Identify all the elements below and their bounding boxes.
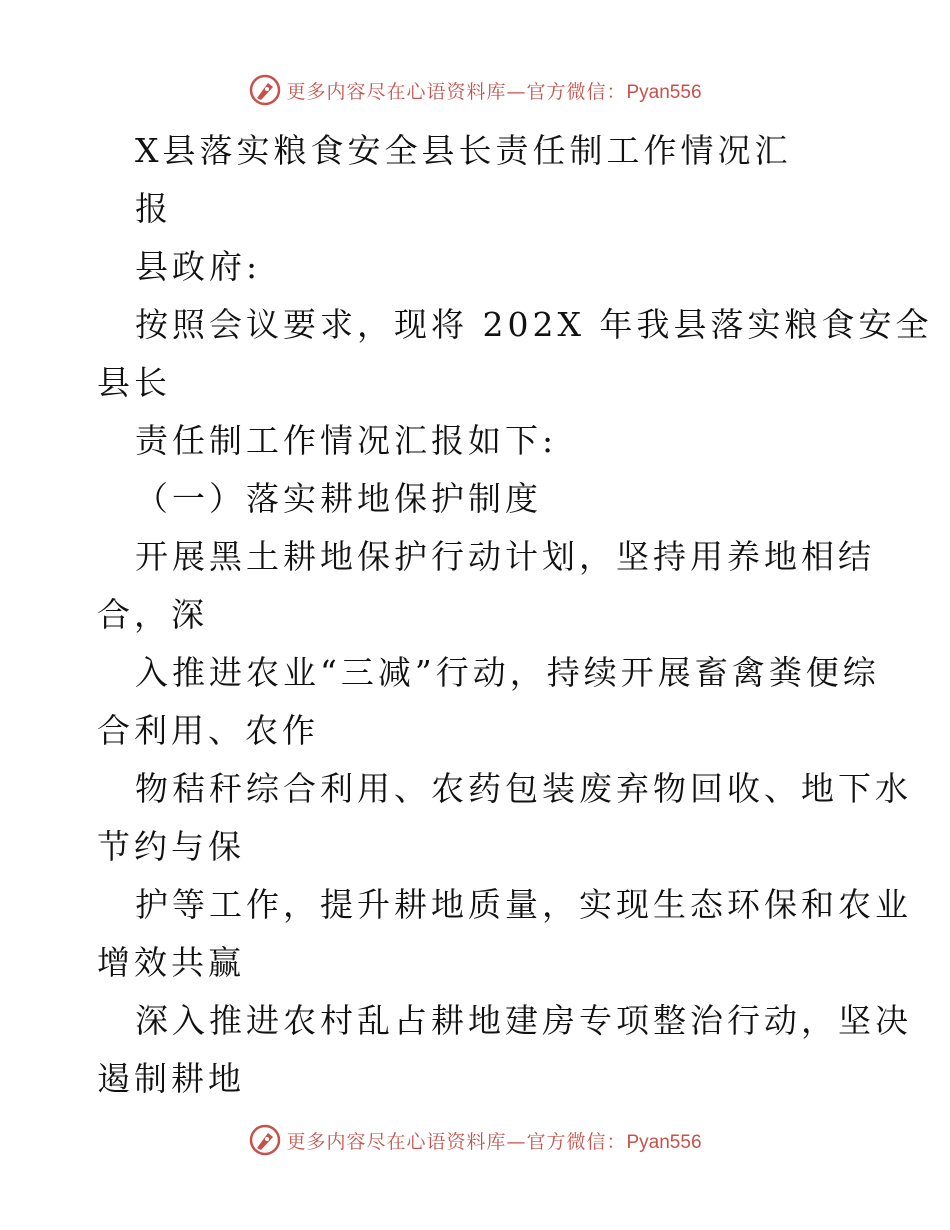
text-line: （一）落实耕地保护制度 — [135, 479, 542, 518]
document-title-line: X县落实粮食安全县长责任制工作情况汇 — [135, 131, 792, 170]
text-line: 护等工作，提升耕地质量，实现生态环保和农业 — [135, 885, 912, 924]
text-line: 合，深 — [97, 595, 208, 634]
pen-nib-logo-icon — [248, 73, 282, 107]
watermark-text: 更多内容尽在心语资料库—官方微信：Pyan556 — [286, 80, 702, 103]
text-line: 责任制工作情况汇报如下: — [135, 421, 558, 460]
header-watermark — [0, 70, 950, 110]
text-line: 增效共赢 — [97, 943, 245, 982]
text-line: 报 — [135, 189, 172, 228]
text-line: 开展黑土耕地保护行动计划，坚持用养地相结 — [135, 537, 875, 576]
text-line: 县长 — [97, 363, 171, 402]
watermark-text: 更多内容尽在心语资料库—官方微信：Pyan556 — [286, 1130, 702, 1153]
pen-nib-logo-icon — [248, 1123, 282, 1157]
text-line: 入推进农业“三减”行动，持续开展畜禽粪便综 — [135, 653, 880, 692]
watermark-wechat-id: Pyan556 — [626, 1131, 702, 1153]
document-body — [97, 122, 933, 1108]
footer-watermark — [0, 1120, 950, 1160]
text-line: 县政府: — [135, 247, 262, 286]
text-line: 节约与保 — [97, 827, 245, 866]
text-line: 深入推进农村乱占耕地建房专项整治行动，坚决 — [135, 1001, 912, 1040]
text-line: 按照会议要求，现将 202X 年我县落实粮食安全 — [135, 305, 933, 344]
text-line: 物秸秆综合利用、农药包装废弃物回收、地下水 — [135, 769, 912, 808]
text-line: 合利用、农作 — [97, 711, 319, 750]
watermark-wechat-id: Pyan556 — [626, 81, 702, 103]
text-line: 遏制耕地 — [97, 1059, 245, 1098]
